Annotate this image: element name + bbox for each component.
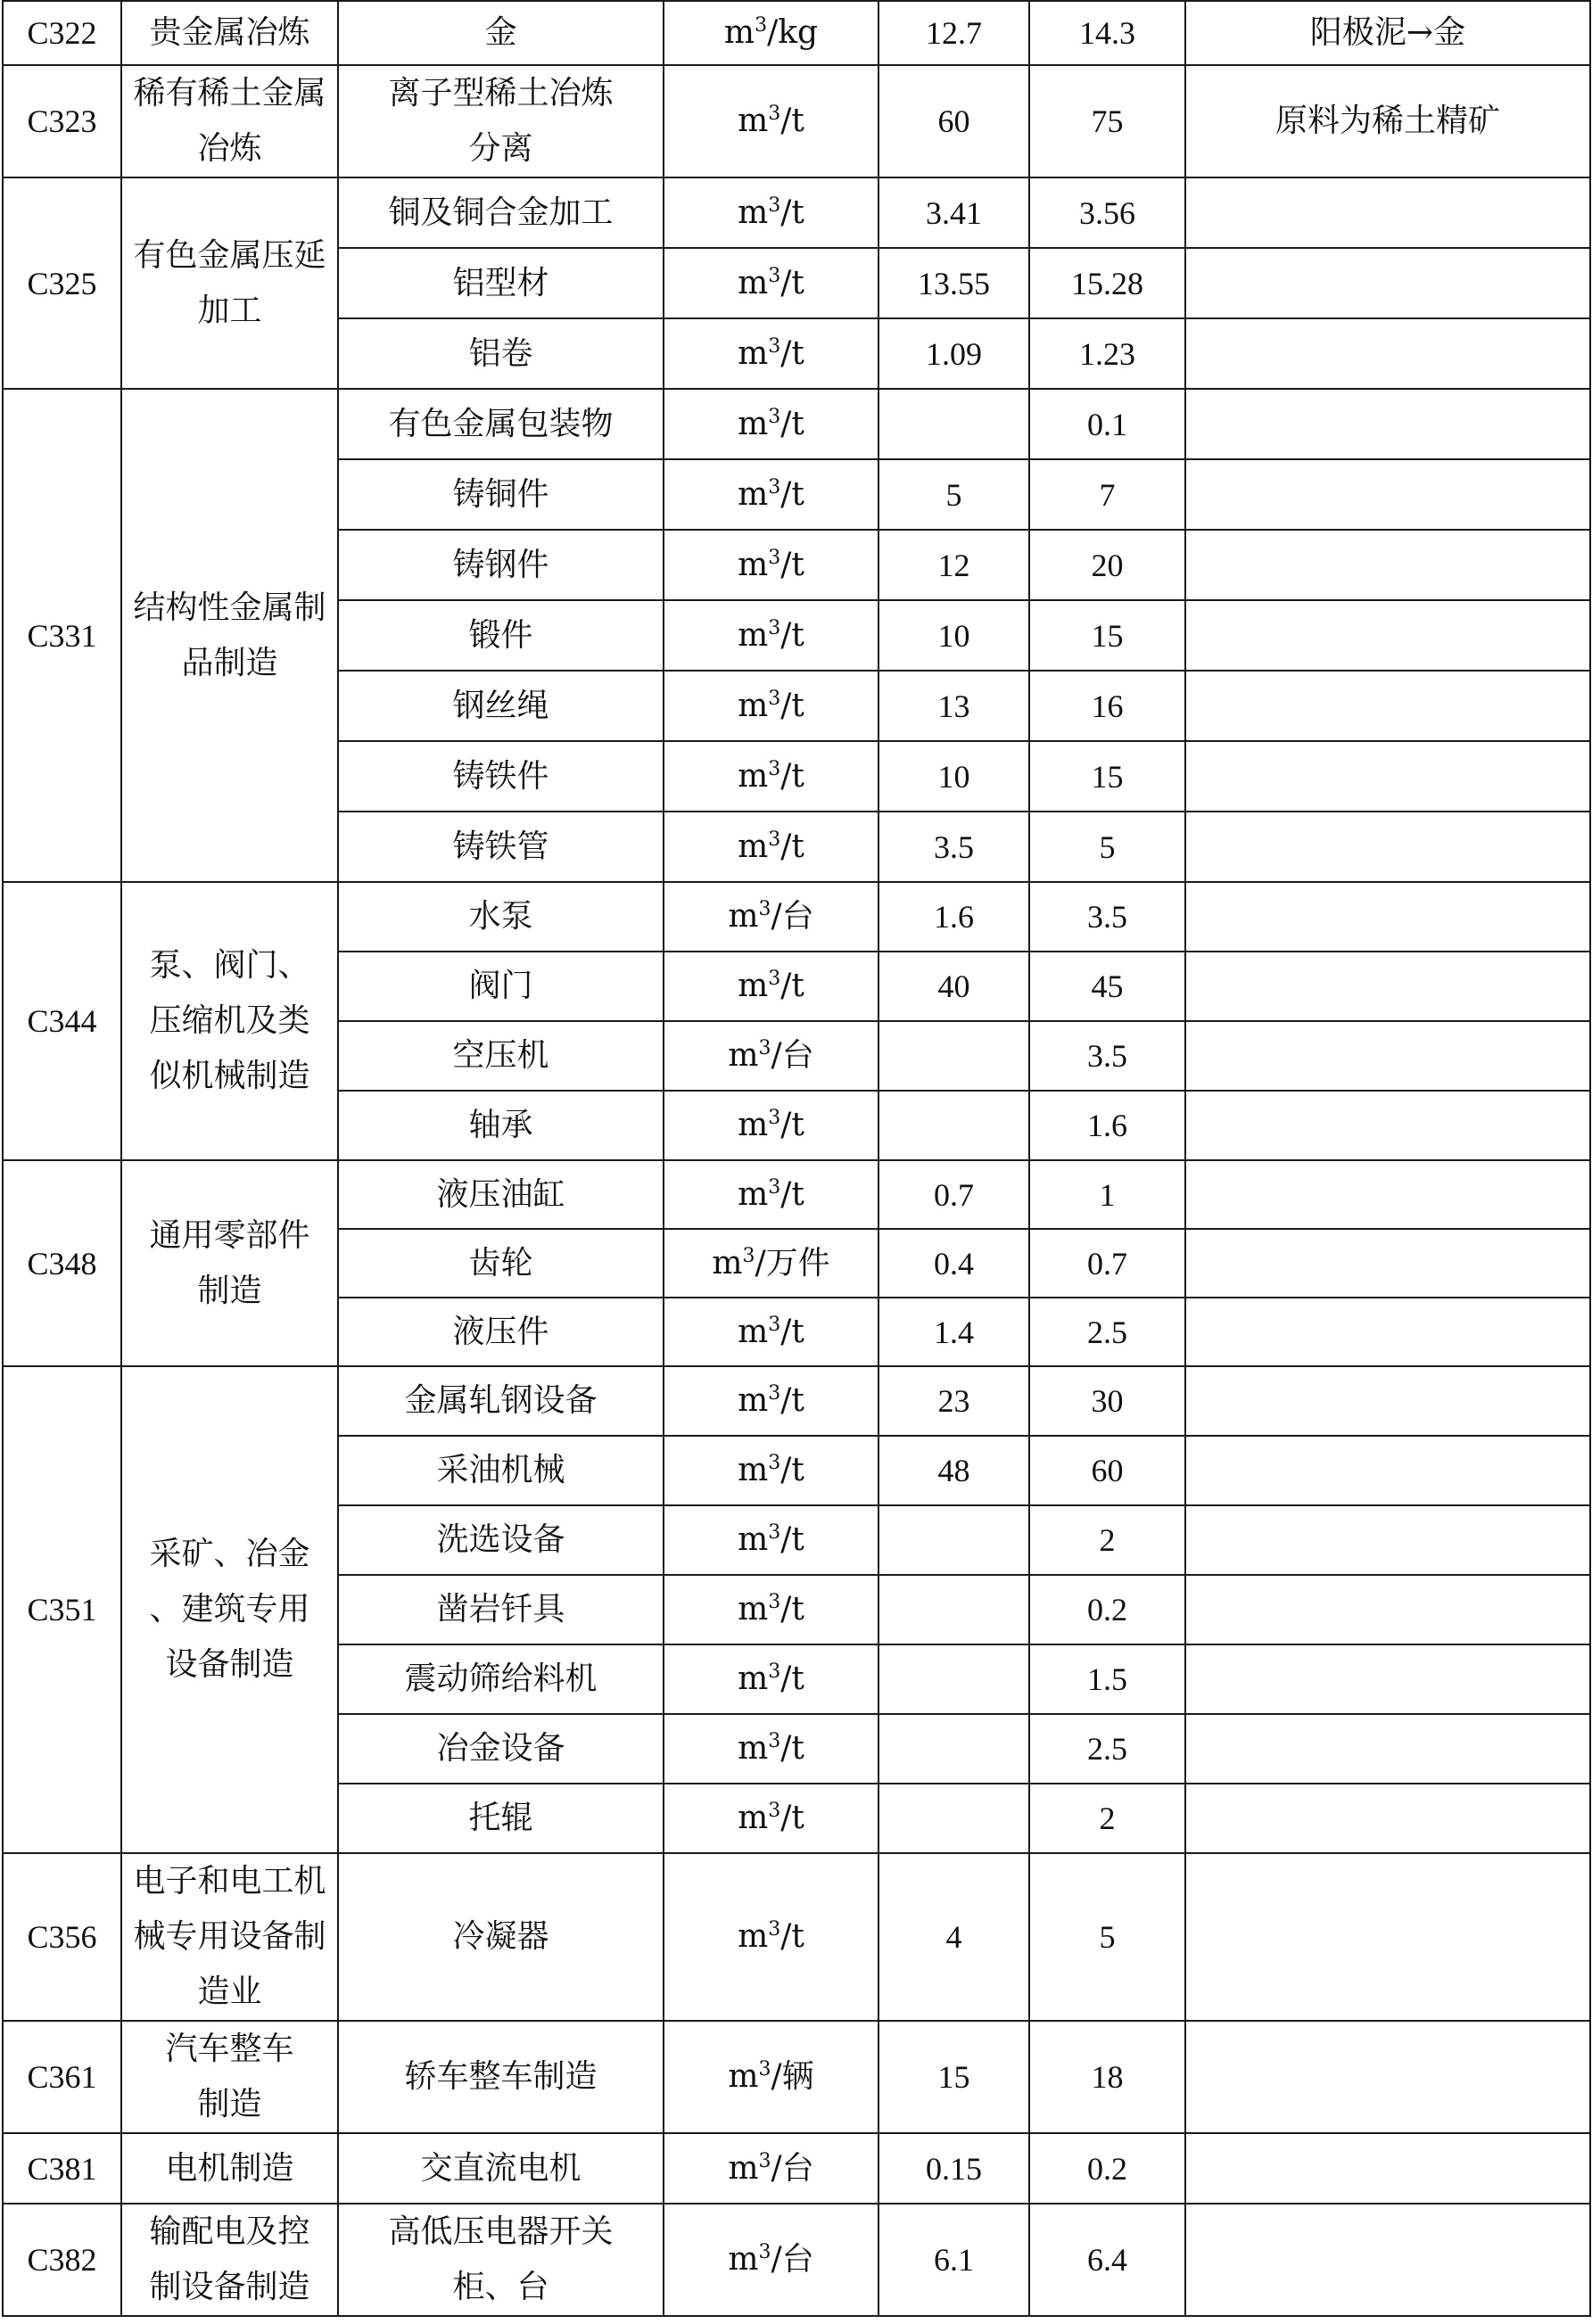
quota-value-2: 15.28 [1029,248,1185,318]
product-name: 齿轮 [338,1229,664,1298]
table-row [3,1160,1590,1229]
quota-value-1 [878,1575,1029,1644]
quota-value-2: 3.5 [1029,882,1185,952]
note [1185,177,1590,248]
industry-category: 采矿、冶金 、建筑专用 设备制造 [121,1366,338,1853]
industry-category: 结构性金属制 品制造 [121,389,338,882]
industry-category: 贵金属冶炼 [121,1,338,65]
quota-value-1 [878,1784,1029,1853]
table-row [3,2021,1590,2133]
industry-code: C356 [3,1853,121,2021]
note [1185,530,1590,600]
note [1185,812,1590,882]
unit: $m^3/t$ [664,459,878,530]
product-name: 水泵 [338,882,664,952]
product-name: 洗选设备 [338,1505,664,1575]
quota-value-2: 30 [1029,1366,1185,1436]
quota-value-1: 3.5 [878,812,1029,882]
product-name: 离子型稀土冶炼 分离 [338,65,664,177]
unit: $m^3/t$ [664,741,878,812]
quota-value-2: 2.5 [1029,1714,1185,1784]
quota-value-2: 3.56 [1029,177,1185,248]
quota-value-2: 0.2 [1029,2133,1185,2204]
quota-value-2: 5 [1029,812,1185,882]
note [1185,952,1590,1021]
unit: $m^3/t$ [664,812,878,882]
unit: $m^3/t$ [664,248,878,318]
quota-value-1: 15 [878,2021,1029,2133]
product-name: 轴承 [338,1091,664,1160]
industry-category: 输配电及控 制设备制造 [121,2204,338,2316]
table-row [3,1,1590,65]
note [1185,1366,1590,1436]
quota-value-1: 48 [878,1436,1029,1505]
unit: $m^3/t$ [664,1091,878,1160]
table-row [3,177,1590,248]
quota-value-2: 5 [1029,1853,1185,2021]
quota-value-2: 60 [1029,1436,1185,1505]
industry-code: C348 [3,1160,121,1366]
industry-code: C382 [3,2204,121,2316]
industry-code: C325 [3,177,121,389]
quota-value-2: 75 [1029,65,1185,177]
product-name: 阀门 [338,952,664,1021]
unit: $m^3/$台 [664,2204,878,2316]
quota-value-1: 60 [878,65,1029,177]
quota-value-2: 15 [1029,600,1185,671]
quota-value-2: 7 [1029,459,1185,530]
industry-code: C361 [3,2021,121,2133]
product-name: 轿车整车制造 [338,2021,664,2133]
unit: $m^3/$台 [664,2133,878,2204]
unit: $m^3/t$ [664,1436,878,1505]
quota-value-1: 5 [878,459,1029,530]
industry-code: C322 [3,1,121,65]
table-row [3,2204,1590,2316]
product-name: 液压油缸 [338,1160,664,1229]
table-row [3,389,1590,459]
product-name: 液压件 [338,1298,664,1366]
quota-value-1: 10 [878,600,1029,671]
unit: $m^3/t$ [664,1298,878,1366]
quota-value-2: 0.1 [1029,389,1185,459]
table-row [3,1366,1590,1436]
industry-code: C331 [3,389,121,882]
product-name: 铸铁管 [338,812,664,882]
unit: $m^3/$台 [664,882,878,952]
product-name: 空压机 [338,1021,664,1091]
quota-value-2: 18 [1029,2021,1185,2133]
quota-value-1 [878,1021,1029,1091]
unit: $m^3/t$ [664,1160,878,1229]
note [1185,882,1590,952]
unit: $m^3/$台 [664,1021,878,1091]
note [1185,1644,1590,1714]
quota-value-1: 13.55 [878,248,1029,318]
quota-value-1 [878,389,1029,459]
product-name: 冶金设备 [338,1714,664,1784]
unit: $m^3/t$ [664,671,878,741]
quota-value-2: 14.3 [1029,1,1185,65]
industry-category: 有色金属压延 加工 [121,177,338,389]
note [1185,1853,1590,2021]
product-name: 采油机械 [338,1436,664,1505]
product-name: 托辊 [338,1784,664,1853]
quota-value-2: 16 [1029,671,1185,741]
quota-value-2: 1.23 [1029,318,1185,389]
note [1185,741,1590,812]
note [1185,1021,1590,1091]
water-quota-table [2,0,1591,2317]
note: 阳极泥→金 [1185,1,1590,65]
unit: $m^3/t$ [664,65,878,177]
note: 原料为稀土精矿 [1185,65,1590,177]
industry-category: 稀有稀土金属 冶炼 [121,65,338,177]
product-name: 锻件 [338,600,664,671]
quota-value-1: 1.4 [878,1298,1029,1366]
unit: $m^3/kg$ [664,1,878,65]
note [1185,1091,1590,1160]
industry-category: 电机制造 [121,2133,338,2204]
quota-value-2: 2 [1029,1784,1185,1853]
quota-value-1: 1.6 [878,882,1029,952]
unit: $m^3/t$ [664,1575,878,1644]
quota-value-2: 20 [1029,530,1185,600]
note [1185,2133,1590,2204]
unit: $m^3/t$ [664,177,878,248]
product-name: 金 [338,1,664,65]
industry-code: C323 [3,65,121,177]
unit: $m^3/t$ [664,1853,878,2021]
product-name: 铝型材 [338,248,664,318]
product-name: 铸钢件 [338,530,664,600]
product-name: 铝卷 [338,318,664,389]
industry-category: 通用零部件 制造 [121,1160,338,1366]
product-name: 钢丝绳 [338,671,664,741]
table-row [3,882,1590,952]
note [1185,1575,1590,1644]
product-name: 高低压电器开关 柜、台 [338,2204,664,2316]
unit: $m^3/t$ [664,318,878,389]
industry-category: 汽车整车 制造 [121,2021,338,2133]
unit: $m^3/t$ [664,1714,878,1784]
quota-value-1: 12.7 [878,1,1029,65]
note [1185,1505,1590,1575]
quota-value-1: 6.1 [878,2204,1029,2316]
product-name: 铸铁件 [338,741,664,812]
quota-value-1 [878,1714,1029,1784]
unit: $m^3/t$ [664,1505,878,1575]
industry-category: 泵、阀门、 压缩机及类 似机械制造 [121,882,338,1160]
product-name: 金属轧钢设备 [338,1366,664,1436]
quota-value-2: 1.6 [1029,1091,1185,1160]
note [1185,2021,1590,2133]
table-row [3,1853,1590,2021]
quota-value-1: 23 [878,1366,1029,1436]
quota-value-2: 0.2 [1029,1575,1185,1644]
quota-value-2: 6.4 [1029,2204,1185,2316]
unit: $m^3/t$ [664,1784,878,1853]
unit: $m^3/t$ [664,952,878,1021]
quota-value-1: 10 [878,741,1029,812]
quota-value-1: 1.09 [878,318,1029,389]
unit: $m^3/t$ [664,1366,878,1436]
industry-code: C344 [3,882,121,1160]
quota-value-1: 13 [878,671,1029,741]
note [1185,1784,1590,1853]
quota-value-1: 4 [878,1853,1029,2021]
unit: $m^3/t$ [664,1644,878,1714]
note [1185,671,1590,741]
product-name: 交直流电机 [338,2133,664,2204]
product-name: 凿岩钎具 [338,1575,664,1644]
quota-value-1: 40 [878,952,1029,1021]
product-name: 震动筛给料机 [338,1644,664,1714]
quota-value-2: 2 [1029,1505,1185,1575]
note [1185,248,1590,318]
product-name: 铸铜件 [338,459,664,530]
quota-value-1: 0.4 [878,1229,1029,1298]
unit: $m^3/t$ [664,530,878,600]
quota-value-1: 0.15 [878,2133,1029,2204]
unit: $m^3/$万件 [664,1229,878,1298]
industry-code: C351 [3,1366,121,1853]
quota-value-2: 45 [1029,952,1185,1021]
note [1185,2204,1590,2316]
note [1185,459,1590,530]
table-row [3,65,1590,177]
quota-value-1 [878,1505,1029,1575]
quota-value-1: 12 [878,530,1029,600]
product-name: 冷凝器 [338,1853,664,2021]
note [1185,389,1590,459]
unit: $m^3/t$ [664,600,878,671]
note [1185,1229,1590,1298]
note [1185,600,1590,671]
note [1185,1160,1590,1229]
quota-value-1: 0.7 [878,1160,1029,1229]
quota-value-1: 3.41 [878,177,1029,248]
unit: $m^3/t$ [664,389,878,459]
quota-value-2: 15 [1029,741,1185,812]
note [1185,1714,1590,1784]
note [1185,1436,1590,1505]
industry-code: C381 [3,2133,121,2204]
quota-value-2: 3.5 [1029,1021,1185,1091]
quota-value-2: 1 [1029,1160,1185,1229]
industry-category: 电子和电工机 械专用设备制 造业 [121,1853,338,2021]
quota-value-1 [878,1091,1029,1160]
product-name: 铜及铜合金加工 [338,177,664,248]
table-row [3,2133,1590,2204]
quota-value-2: 1.5 [1029,1644,1185,1714]
quota-value-1 [878,1644,1029,1714]
quota-value-2: 0.7 [1029,1229,1185,1298]
product-name: 有色金属包装物 [338,389,664,459]
note [1185,318,1590,389]
quota-value-2: 2.5 [1029,1298,1185,1366]
unit: $m^3/$辆 [664,2021,878,2133]
note [1185,1298,1590,1366]
